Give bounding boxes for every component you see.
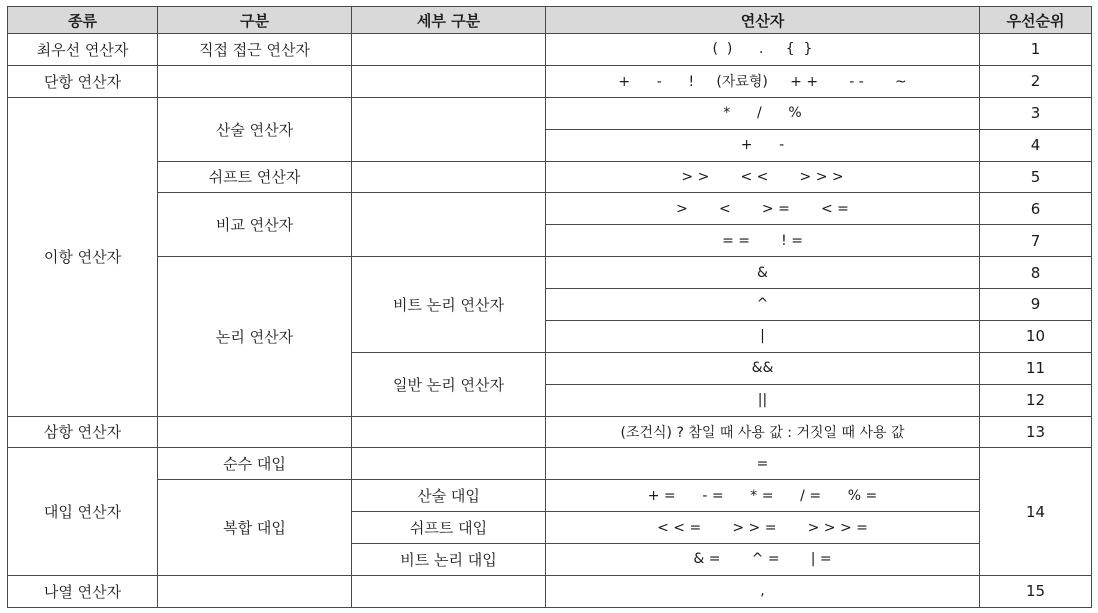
operator-cell: > < > = < =	[546, 193, 980, 225]
priority-cell: 1	[980, 34, 1092, 66]
operator-cell: & = ^ = | =	[546, 544, 980, 576]
table-row	[8, 480, 1092, 512]
operator-cell: (조건식) ? 참일 때 사용 값 : 거짓일 때 사용 값	[546, 416, 980, 448]
subgroup-cell: 쉬프트 대입	[352, 512, 546, 544]
header-group: 구분	[158, 7, 352, 34]
table-row	[8, 193, 1092, 225]
priority-cell: 5	[980, 161, 1092, 193]
group-cell	[158, 65, 352, 97]
priority-cell: 10	[980, 320, 1092, 352]
subgroup-cell	[352, 416, 546, 448]
priority-cell: 4	[980, 129, 1092, 161]
group-cell: 논리 연산자	[158, 257, 352, 416]
category-cell: 이항 연산자	[8, 97, 158, 416]
operator-cell: > > < < > > >	[546, 161, 980, 193]
group-cell: 쉬프트 연산자	[158, 161, 352, 193]
subgroup-cell: 일반 논리 연산자	[352, 352, 546, 416]
subgroup-cell: 비트 논리 연산자	[352, 257, 546, 353]
operator-cell: |	[546, 320, 980, 352]
priority-cell: 13	[980, 416, 1092, 448]
table-row	[8, 448, 1092, 480]
priority-cell: 6	[980, 193, 1092, 225]
priority-cell: 3	[980, 97, 1092, 129]
operator-cell: =	[546, 448, 980, 480]
priority-cell: 14	[980, 448, 1092, 576]
priority-cell: 7	[980, 225, 1092, 257]
category-cell: 나열 연산자	[8, 575, 158, 607]
subgroup-cell	[352, 65, 546, 97]
operator-cell: ^	[546, 289, 980, 321]
subgroup-cell	[352, 193, 546, 257]
header-priority: 우선순위	[980, 7, 1092, 34]
priority-cell: 9	[980, 289, 1092, 321]
subgroup-cell: 비트 논리 대입	[352, 544, 546, 576]
header-type: 종류	[8, 7, 158, 34]
category-cell: 삼항 연산자	[8, 416, 158, 448]
operator-cell: + - ! (자료형) + + - - ~	[546, 65, 980, 97]
table-row	[8, 97, 1092, 129]
operator-cell: = = ! =	[546, 225, 980, 257]
group-cell: 복합 대입	[158, 480, 352, 576]
subgroup-cell	[352, 34, 546, 66]
operator-cell: &&	[546, 352, 980, 384]
operator-cell: < < = > > = > > > =	[546, 512, 980, 544]
table-row	[8, 257, 1092, 289]
operator-cell: &	[546, 257, 980, 289]
group-cell: 산술 연산자	[158, 97, 352, 161]
table-row	[8, 575, 1092, 607]
category-cell: 최우선 연산자	[8, 34, 158, 66]
table-row	[8, 34, 1092, 66]
header-row	[8, 7, 1092, 34]
group-cell: 직접 접근 연산자	[158, 34, 352, 66]
priority-cell: 12	[980, 384, 1092, 416]
operator-cell: + = - = * = / = % =	[546, 480, 980, 512]
priority-cell: 15	[980, 575, 1092, 607]
group-cell: 순수 대입	[158, 448, 352, 480]
operator-cell: ,	[546, 575, 980, 607]
subgroup-cell	[352, 448, 546, 480]
table-row	[8, 416, 1092, 448]
operator-cell: ( ) . { }	[546, 34, 980, 66]
priority-cell: 11	[980, 352, 1092, 384]
operator-precedence-table	[7, 6, 1092, 608]
operator-cell: ||	[546, 384, 980, 416]
priority-cell: 2	[980, 65, 1092, 97]
category-cell: 단항 연산자	[8, 65, 158, 97]
table-row	[8, 65, 1092, 97]
category-cell: 대입 연산자	[8, 448, 158, 576]
group-cell	[158, 575, 352, 607]
table-row	[8, 161, 1092, 193]
subgroup-cell	[352, 161, 546, 193]
header-operator: 연산자	[546, 7, 980, 34]
subgroup-cell	[352, 575, 546, 607]
header-subgroup: 세부 구분	[352, 7, 546, 34]
subgroup-cell	[352, 97, 546, 161]
operator-cell: + -	[546, 129, 980, 161]
priority-cell: 8	[980, 257, 1092, 289]
group-cell: 비교 연산자	[158, 193, 352, 257]
operator-cell: * / %	[546, 97, 980, 129]
subgroup-cell: 산술 대입	[352, 480, 546, 512]
group-cell	[158, 416, 352, 448]
